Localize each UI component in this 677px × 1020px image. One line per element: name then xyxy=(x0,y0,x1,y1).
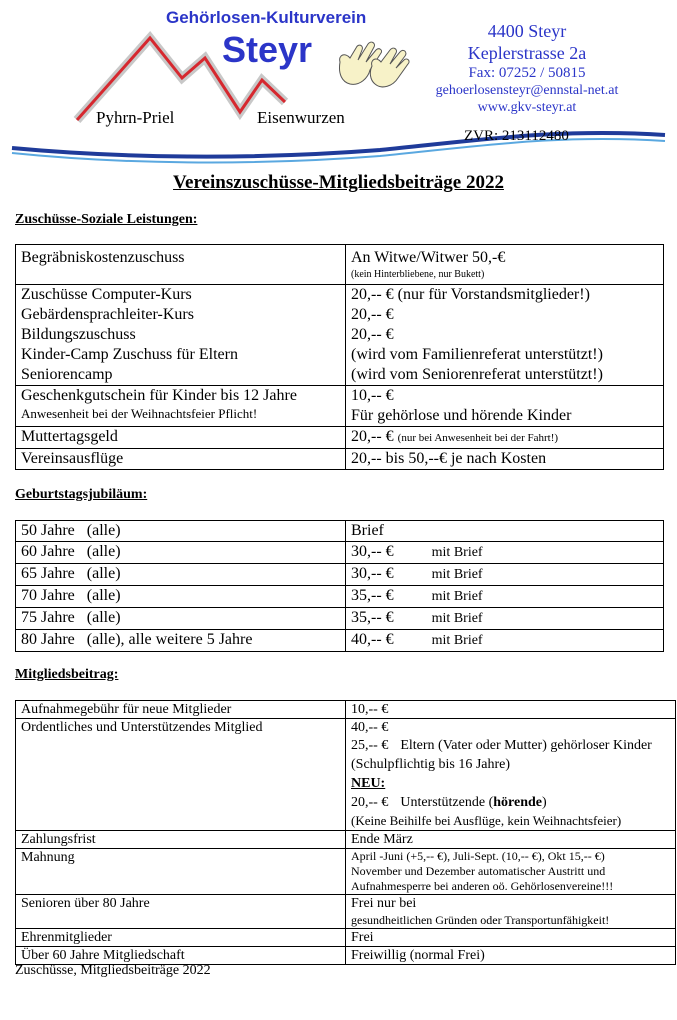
cell-value: 20,-- € xyxy=(351,306,394,323)
address-email[interactable]: gehoerlosensteyr@ennstal-net.at xyxy=(435,83,619,98)
section-heading-mitgliedsbeitrag: Mitgliedsbeitrag: xyxy=(15,667,119,682)
page-title: Vereinszuschüsse-Mitgliedsbeiträge 2022 xyxy=(173,172,504,193)
table-row xyxy=(16,895,676,929)
table-row xyxy=(16,719,676,831)
table-row xyxy=(16,929,676,947)
cell-label: Seniorencamp xyxy=(21,366,113,383)
table-row xyxy=(16,427,664,449)
table-row xyxy=(16,521,664,542)
cell-who: (alle), alle weitere 5 Jahre xyxy=(86,631,253,648)
cell-amount: Brief xyxy=(351,522,384,539)
cell-label: Vereinsausflüge xyxy=(21,450,124,467)
cell-note: mit Brief xyxy=(431,545,483,560)
address-street: Keplerstrasse 2a xyxy=(467,43,587,63)
cell-label: Kinder-Camp Zuschuss für Eltern xyxy=(21,346,238,363)
cell-who: (alle) xyxy=(86,522,121,539)
table-row xyxy=(16,542,664,564)
cell-label: Zahlungsfrist xyxy=(21,832,96,847)
cell-label: Ehrenmitglieder xyxy=(21,930,112,945)
table-row xyxy=(16,586,664,608)
zvr-number: ZVR: 213112480 xyxy=(464,128,569,144)
cell-value: Ende März xyxy=(351,832,413,847)
address-fax: Fax: 07252 / 50815 xyxy=(468,65,586,81)
cell-label: Gebärdensprachleiter-Kurs xyxy=(21,306,194,323)
cell-label: Bildungszuschuss xyxy=(21,326,136,343)
cell-amount: 30,-- € xyxy=(351,565,394,582)
neu-label: NEU: xyxy=(351,776,386,791)
cell-amount: 35,-- € xyxy=(351,587,394,604)
region-right: Eisenwurzen xyxy=(257,108,345,127)
cell-age: 50 Jahre xyxy=(21,522,75,539)
cell-value: 20,-- € (nur für Vorstandsmitglieder!) xyxy=(351,286,590,303)
cell-value: 10,-- € xyxy=(351,702,389,717)
table-row xyxy=(16,386,664,427)
cell-value: Eltern (Vater oder Mutter) gehörloser Kinder xyxy=(400,738,652,753)
cell-value: 10,-- € xyxy=(351,387,394,404)
cell-label: Ordentliches und Unterstützendes Mitglied xyxy=(21,720,263,735)
cell-value: 20,-- € xyxy=(351,326,394,343)
cell-label: Zuschüsse Computer-Kurs xyxy=(21,286,192,303)
cell-label: Geschenkgutschein für Kinder bis 12 Jahre xyxy=(21,387,297,404)
cell-age: 60 Jahre xyxy=(21,543,75,560)
cell-who: (alle) xyxy=(86,565,121,582)
table-row xyxy=(16,630,664,652)
cell-age: 65 Jahre xyxy=(21,565,75,582)
cell-note: mit Brief xyxy=(431,611,483,626)
cell-age: 70 Jahre xyxy=(21,587,75,604)
cell-value-bold: hörende xyxy=(493,795,542,810)
cell-age: 75 Jahre xyxy=(21,609,75,626)
table-row xyxy=(16,449,664,470)
cell-label: Mahnung xyxy=(21,850,75,865)
cell-value: November und Dezember automatischer Austritt und xyxy=(351,864,606,878)
cell-who: (alle) xyxy=(86,587,121,604)
cell-note: Anwesenheit bei der Weihnachtsfeier Pflicht! xyxy=(21,406,258,421)
table-row xyxy=(16,831,676,849)
cell-note: (kein Hinterbliebene, nur Bukett) xyxy=(351,269,485,280)
cell-amount: 35,-- € xyxy=(351,609,394,626)
table-row xyxy=(16,245,664,285)
table-row xyxy=(16,285,664,386)
cell-amount: 25,-- € xyxy=(351,738,389,753)
cell-value: Für gehörlose und hörende Kinder xyxy=(351,407,572,424)
table-geburtstag xyxy=(15,520,664,652)
footer-text: Zuschüsse, Mitgliedsbeiträge 2022 xyxy=(15,963,211,978)
cell-value: Frei xyxy=(351,930,374,945)
table-zuschuesse xyxy=(15,244,664,470)
table-row xyxy=(16,947,676,965)
table-mitgliedsbeitrag xyxy=(15,700,676,965)
cell-note: mit Brief xyxy=(431,567,483,582)
cell-amount: 30,-- € xyxy=(351,543,394,560)
cell-value: 20,-- bis 50,--€ je nach Kosten xyxy=(351,450,547,467)
region-left: Pyhrn-Priel xyxy=(96,108,175,127)
cell-value: 20,-- € xyxy=(351,428,394,445)
cell-label: Senioren über 80 Jahre xyxy=(21,896,150,911)
section-heading-geburtstag: Geburtstagsjubiläum: xyxy=(15,487,148,502)
cell-value: (wird vom Seniorenreferat unterstützt!) xyxy=(351,366,603,383)
cell-value: gesundheitlichen Gründen oder Transportunfähigkeit! xyxy=(351,913,610,927)
cell-amount: 20,-- € xyxy=(351,795,389,810)
cell-note: (Keine Beihilfe bei Ausflüge, kein Weihnachtsfeier) xyxy=(351,813,622,828)
signing-hands-icon xyxy=(339,42,409,87)
cell-label: Begräbniskostenzuschuss xyxy=(21,249,185,266)
org-name: Gehörlosen-Kulturverein xyxy=(166,8,367,27)
cell-label: Muttertagsgeld xyxy=(21,428,118,445)
cell-value: ) xyxy=(542,795,547,810)
cell-value: An Witwe/Witwer 50,-€ xyxy=(351,249,506,266)
cell-value: Frei nur bei xyxy=(351,896,417,911)
address-block xyxy=(402,20,652,116)
org-city: Steyr xyxy=(222,29,313,70)
cell-value: Aufnahmesperre bei anderen oö. Gehörlosenvereine!!! xyxy=(351,879,614,893)
cell-amount: 40,-- € xyxy=(351,631,394,648)
cell-value: Unterstützende ( xyxy=(400,795,494,810)
cell-who: (alle) xyxy=(86,609,121,626)
cell-note: mit Brief xyxy=(431,633,483,648)
cell-age: 80 Jahre xyxy=(21,631,75,648)
cell-note: (nur bei Anwesenheit bei der Fahrt!) xyxy=(397,432,559,444)
address-city: 4400 Steyr xyxy=(487,21,567,41)
cell-label: Über 60 Jahre Mitgliedschaft xyxy=(21,948,185,963)
cell-value: 40,-- € xyxy=(351,720,389,735)
cell-label: Aufnahmegebühr für neue Mitglieder xyxy=(21,702,232,717)
cell-value: (wird vom Familienreferat unterstützt!) xyxy=(351,346,603,363)
cell-value: (Schulpflichtig bis 16 Jahre) xyxy=(351,757,511,772)
table-row xyxy=(16,849,676,895)
section-heading-zuschuesse: Zuschüsse-Soziale Leistungen: xyxy=(15,212,198,227)
cell-value: Freiwillig (normal Frei) xyxy=(351,948,485,963)
cell-note: mit Brief xyxy=(431,589,483,604)
cell-who: (alle) xyxy=(86,543,121,560)
table-row xyxy=(16,701,676,719)
cell-value: April -Juni (+5,-- €), Juli-Sept. (10,-- €), Okt 15,-- €) xyxy=(351,849,605,863)
table-row xyxy=(16,608,664,630)
table-row xyxy=(16,564,664,586)
address-web[interactable]: www.gkv-steyr.at xyxy=(477,100,577,115)
